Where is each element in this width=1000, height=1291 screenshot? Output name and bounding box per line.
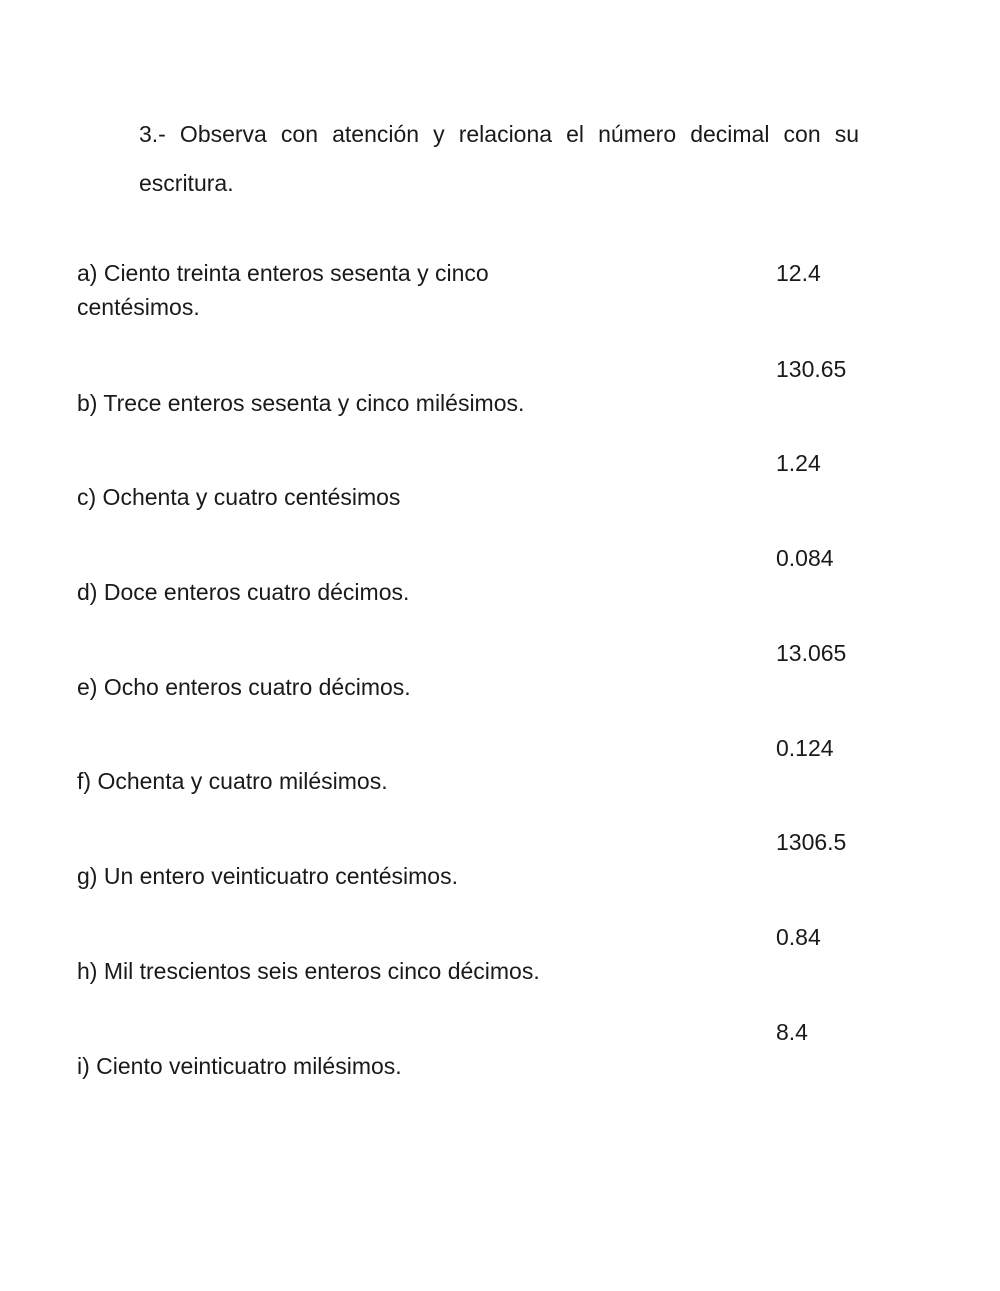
number-option-6: 0.124 xyxy=(776,735,834,761)
description-a-line2: centésimos. xyxy=(77,294,200,320)
description-d: d) Doce enteros cuatro décimos. xyxy=(77,579,410,605)
number-option-3: 1.24 xyxy=(776,450,821,476)
number-option-1: 12.4 xyxy=(776,260,821,286)
number-option-5: 13.065 xyxy=(776,640,847,666)
number-option-4: 0.084 xyxy=(776,545,834,571)
description-a xyxy=(77,256,489,324)
description-h: h) Mil trescientos seis enteros cinco décimos. xyxy=(77,958,540,984)
description-e: e) Ocho enteros cuatro décimos. xyxy=(77,674,411,700)
number-option-8: 0.84 xyxy=(776,924,821,950)
description-g: g) Un entero veinticuatro centésimos. xyxy=(77,863,458,889)
instruction-text: 3.- Observa con atención y relaciona el número decimal con su escritura. xyxy=(139,121,859,196)
description-b: b) Trece enteros sesenta y cinco milésimos. xyxy=(77,390,525,416)
description-a-line1: a) Ciento treinta enteros sesenta y cinco xyxy=(77,260,489,286)
description-i: i) Ciento veinticuatro milésimos. xyxy=(77,1053,402,1079)
number-option-7: 1306.5 xyxy=(776,829,847,855)
number-option-9: 8.4 xyxy=(776,1019,808,1045)
number-option-2: 130.65 xyxy=(776,356,847,382)
description-c: c) Ochenta y cuatro centésimos xyxy=(77,484,401,510)
description-f: f) Ochenta y cuatro milésimos. xyxy=(77,768,388,794)
